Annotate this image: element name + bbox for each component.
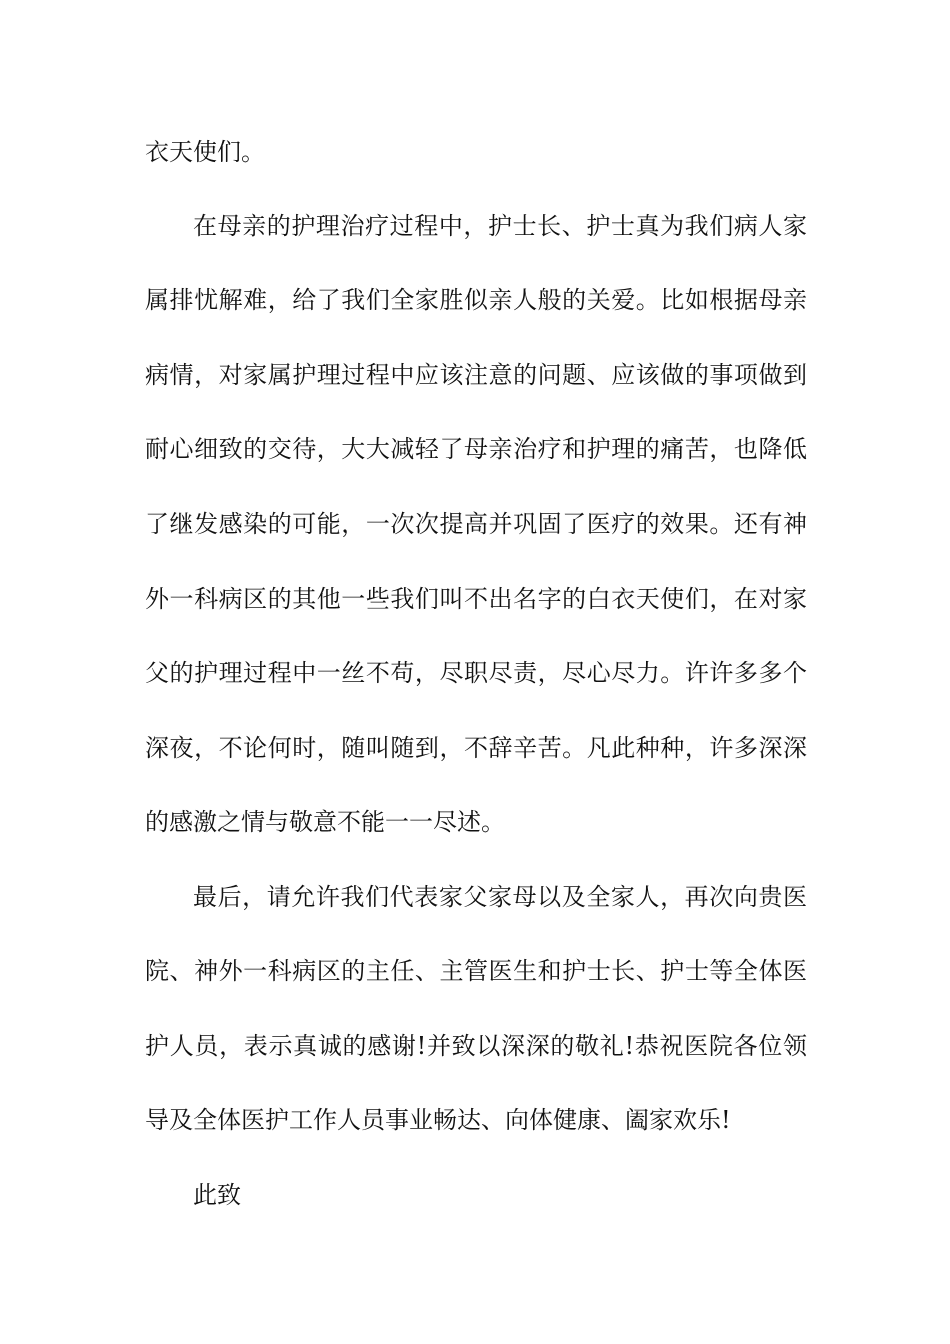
paragraph-line: 了继发感染的可能，一次次提高并巩固了医疗的效果。还有神 bbox=[145, 510, 807, 538]
paragraph-line: 院、神外一科病区的主任、主管医生和护士长、护士等全体医 bbox=[145, 957, 807, 985]
paragraph-line: 外一科病区的其他一些我们叫不出名字的白衣天使们，在对家 bbox=[145, 585, 807, 613]
paragraph-line: 在母亲的护理治疗过程中，护士长、护士真为我们病人家 bbox=[193, 212, 807, 240]
paragraph-line: 属排忧解难，给了我们全家胜似亲人般的关爱。比如根据母亲 bbox=[145, 286, 807, 314]
closing-salutation: 此致 bbox=[193, 1181, 241, 1209]
paragraph-line: 护人员，表示真诚的感谢!并致以深深的敬礼!恭祝医院各位领 bbox=[145, 1032, 807, 1060]
paragraph-line: 父的护理过程中一丝不苟，尽职尽责，尽心尽力。许许多多个 bbox=[145, 659, 807, 687]
paragraph-line: 衣天使们。 bbox=[145, 138, 265, 166]
paragraph-line: 的感激之情与敬意不能一一尽述。 bbox=[145, 808, 505, 836]
paragraph-line: 最后，请允许我们代表家父家母以及全家人，再次向贵医 bbox=[193, 883, 807, 911]
paragraph-line: 导及全体医护工作人员事业畅达、向体健康、阖家欢乐! bbox=[145, 1106, 731, 1134]
paragraph-line: 深夜，不论何时，随叫随到，不辞辛苦。凡此种种，许多深深 bbox=[145, 734, 807, 762]
paragraph-line: 耐心细致的交待，大大减轻了母亲治疗和护理的痛苦，也降低 bbox=[145, 435, 807, 463]
paragraph-line: 病情，对家属护理过程中应该注意的问题、应该做的事项做到 bbox=[145, 361, 807, 389]
